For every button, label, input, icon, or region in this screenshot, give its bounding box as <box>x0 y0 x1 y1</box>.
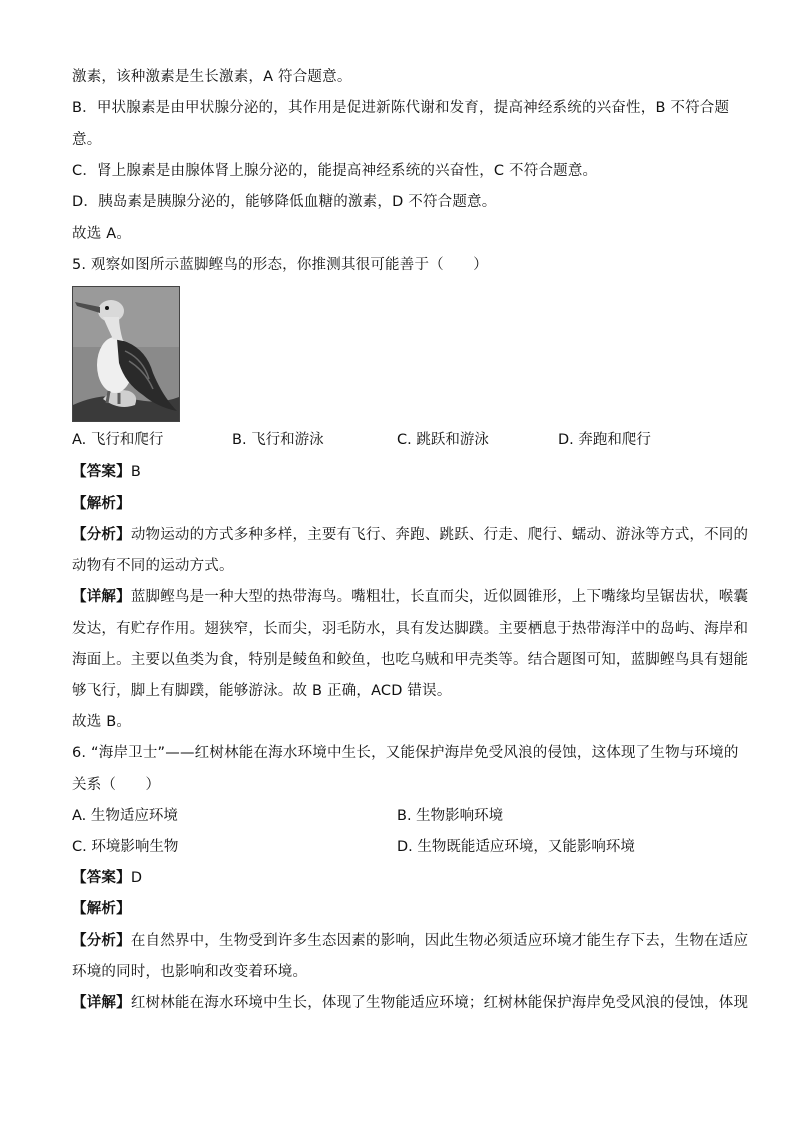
q6-analysis-heading: 【解析】 <box>72 901 131 917</box>
text-line: 关系（ ） <box>72 777 161 793</box>
q6-option-d[interactable]: D. 生物既能适应环境，又能影响环境 <box>397 839 635 855</box>
text-line: 海面上。主要以鱼类为食，特别是鲮鱼和鲛鱼，也吃乌贼和甲壳类等。结合题图可知，蓝脚鲣鸟具有翅能 <box>72 652 749 668</box>
q5-option-d[interactable]: D. 奔跑和爬行 <box>558 432 651 448</box>
xiangjie-tag: 【详解】 <box>72 995 131 1011</box>
q5-answer <box>72 462 722 482</box>
text-line: 环境的同时，也影响和改变着环境。 <box>72 964 308 980</box>
blue-footed-booby-photo <box>72 286 180 422</box>
q6-option-a[interactable]: A. 生物适应环境 <box>72 808 178 824</box>
xiangjie-text: 蓝脚鲣鸟是一种大型的热带海鸟。嘴粗壮，长直而尖，近似圆锥形，上下嘴缘均呈锯齿状，喉囊 <box>130 589 749 605</box>
q5-xiangjie <box>72 587 749 607</box>
text-line: 发达，有贮存作用。翅狭窄，长而尖，羽毛防水，具有发达脚蹼。主要栖息于热带海洋中的岛屿、海岸和 <box>72 621 749 637</box>
question-5-stem: 5. 观察如图所示蓝脚鲣鸟的形态，你推测其很可能善于（ ） <box>72 257 488 273</box>
q5-option-c[interactable]: C. 跳跃和游泳 <box>397 432 489 448</box>
q5-conclusion: 故选 B。 <box>72 714 132 730</box>
text-line: 故选 A。 <box>72 226 132 242</box>
text-line: 意。 <box>72 132 102 148</box>
q6-option-c[interactable]: C. 环境影响生物 <box>72 839 179 855</box>
text-line: 激素，该种激素是生长激素，A 符合题意。 <box>72 69 352 85</box>
q5-option-b[interactable]: B. 飞行和游泳 <box>232 432 324 448</box>
text-line: D．胰岛素是胰腺分泌的，能够降低血糖的激素，D 不符合题意。 <box>72 194 497 210</box>
fenxi-text: 动物运动的方式多种多样，主要有飞行、奔跑、跳跃、行走、爬行、蠕动、游泳等方式，不同的 <box>130 527 749 543</box>
q5-option-a[interactable]: A. 飞行和爬行 <box>72 432 164 448</box>
fenxi-tag: 【分析】 <box>72 527 131 543</box>
text-line: 动物有不同的运动方式。 <box>72 558 234 574</box>
q6-xiangjie <box>72 993 749 1013</box>
answer-tag: 【答案】 <box>72 870 131 886</box>
q5-analysis-heading: 【解析】 <box>72 496 131 512</box>
answer-tag: 【答案】 <box>72 464 131 480</box>
answer-value: B <box>130 464 141 480</box>
q5-fenxi <box>72 525 749 545</box>
q6-option-b[interactable]: B. 生物影响环境 <box>397 808 504 824</box>
xiangjie-text: 红树林能在海水环境中生长，体现了生物能适应环境；红树林能保护海岸免受风浪的侵蚀，体现 <box>130 995 749 1011</box>
question-6-stem: 6. “海岸卫士”——红树林能在海水环境中生长，又能保护海岸免受风浪的侵蚀，这体现了生物与环境的 <box>72 745 739 761</box>
answer-value: D <box>130 870 143 886</box>
fenxi-text: 在自然界中，生物受到许多生态因素的影响，因此生物必须适应环境才能生存下去，生物在适应 <box>130 933 749 949</box>
text-line: B．甲状腺素是由甲状腺分泌的，其作用是促进新陈代谢和发育，提高神经系统的兴奋性，B 不符合题 <box>72 100 730 116</box>
text-line: 够飞行，脚上有脚蹼，能够游泳。故 B 正确，ACD 错误。 <box>72 683 452 699</box>
q6-fenxi <box>72 931 749 951</box>
bird-illustration <box>73 287 179 421</box>
fenxi-tag: 【分析】 <box>72 933 131 949</box>
xiangjie-tag: 【详解】 <box>72 589 131 605</box>
q6-answer <box>72 868 722 888</box>
text-line: C．肾上腺素是由腺体肾上腺分泌的，能提高神经系统的兴奋性，C 不符合题意。 <box>72 163 598 179</box>
